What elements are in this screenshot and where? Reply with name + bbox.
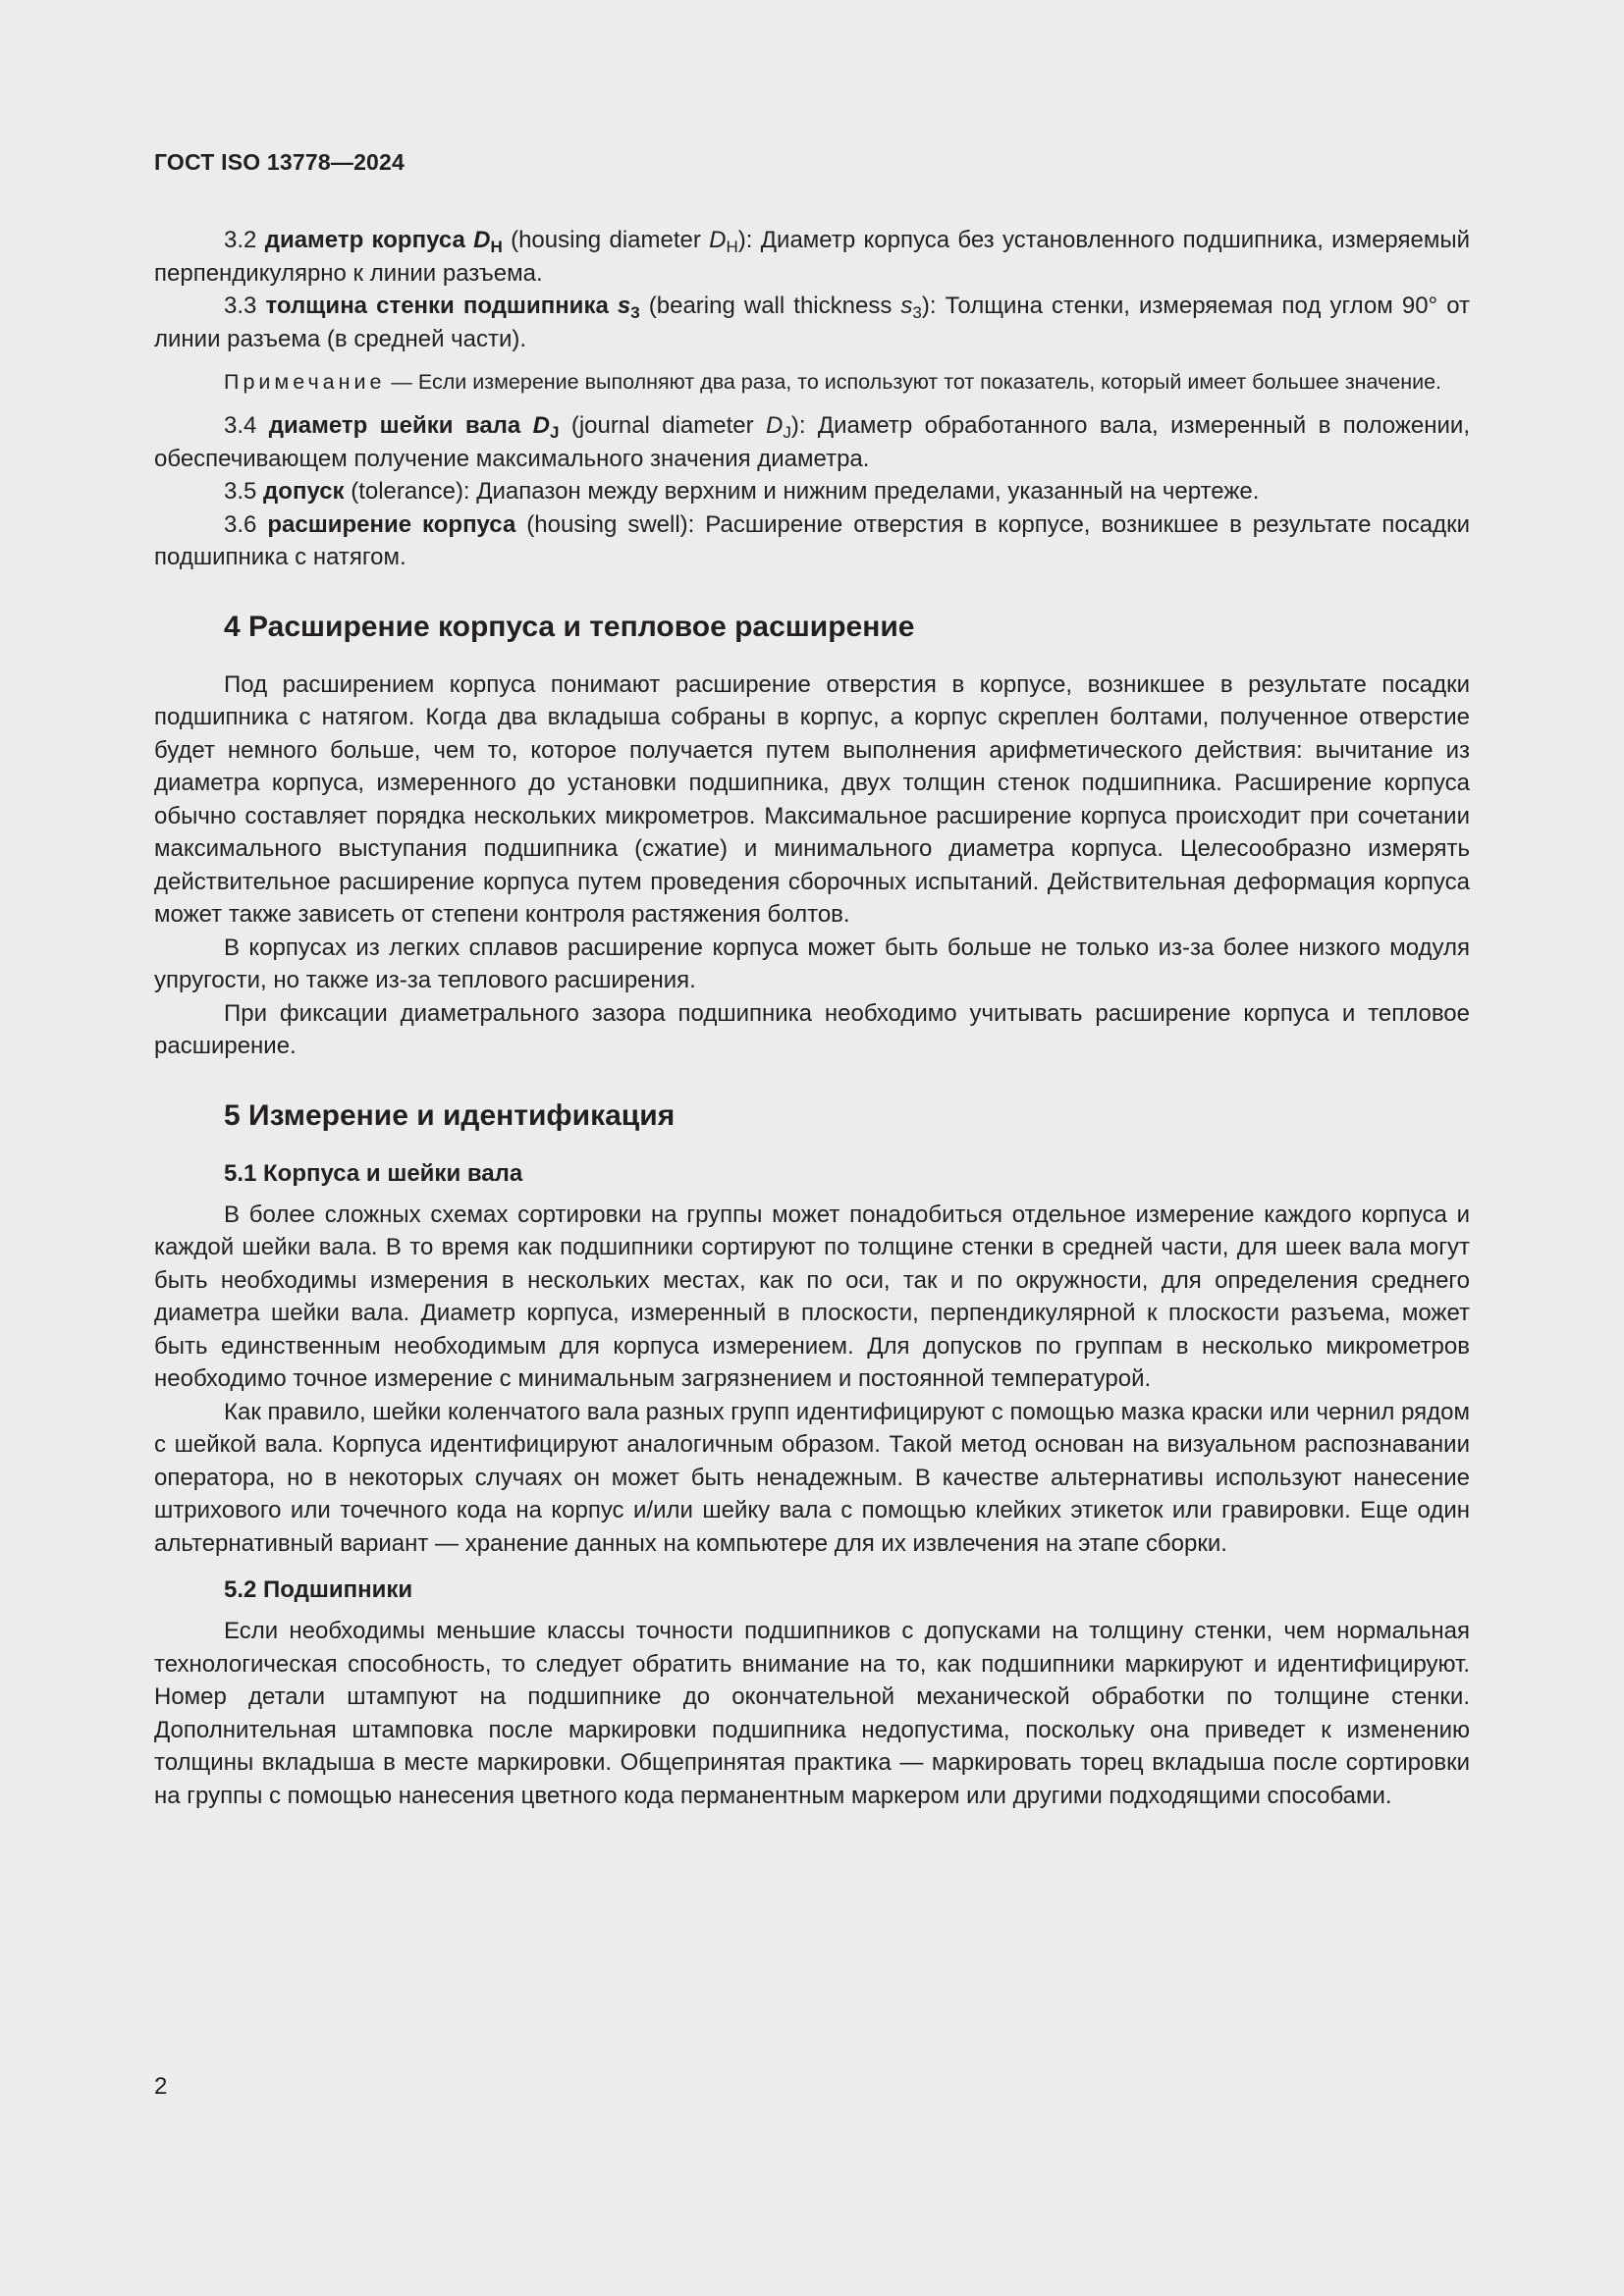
paragraph: В корпусах из легких сплавов расширение корпуса может быть больше не только из-за более низкого модуля упругости, но также из-за теплового расширения.	[154, 934, 1470, 993]
paragraph: Под расширением корпуса понимают расширение отверстия в корпусе, возникшее в результате посадки подшипника с натягом. Когда два вкладыша собраны в корпус, а корпус скреплен болтами, полученное отверстие будет немного больше, чем то, которое получается путем выполнения арифметического действия: вычитание из диаметра корпуса, измеренного до установки подшипника, двух толщин стенок подшипника. Расширение корпуса обычно составляет порядка нескольких микрометров. Максимальное расширение корпуса происходит при сочетании максимального выступания подшипника (сжатие) и минимального диаметра корпуса. Целесообразно измерять действительное расширение корпуса путем проведения сборочных испытаний. Действительная деформация корпуса может также зависеть от степени контроля растяжения болтов.	[154, 670, 1470, 928]
document-body	[154, 224, 1470, 1812]
term: допуск	[263, 478, 345, 505]
definition-3-6: 3.6 расширение корпуса (housing swell): Расширение отверстия в корпусе, возникшее в результате посадки подшипника с натягом.	[154, 510, 1471, 570]
page-number: 2	[154, 2073, 168, 2100]
document-page	[154, 0, 1470, 2296]
definition-3-4: 3.4 диаметр шейки вала $D_J$ (journal diameter $D_J$): Диаметр обработанного вала, измеренный в положении, обеспечивающем получение максимального значения диаметра.	[154, 412, 1470, 472]
section-4-heading: 4 Расширение корпуса и тепловое расширение	[224, 610, 915, 643]
definition-3-3: 3.3 толщина стенки подшипника $s_3$ (bearing wall thickness $s_3$): Толщина стенки, измеряемая под углом 90° от линии разъема (в средней части).	[154, 293, 1471, 352]
subsection-5-1-heading: 5.1 Корпуса и шейки вала	[224, 1159, 523, 1187]
section-5-heading: 5 Измерение и идентификация	[224, 1098, 676, 1132]
note: Примечание — Если измерение выполняют два раза, то используют тот показатель, который имеет большее значение.	[224, 370, 1442, 394]
paragraph: В более сложных схемах сортировки на группы может понадобиться отдельное измерение каждого корпуса и каждой шейки вала. В то время как подшипники сортируют по толщине стенки в средней части, для шеек вала могут быть необходимы измерения в нескольких местах, как по оси, так и по окружности, для определения среднего диаметра шейки вала. Диаметр корпуса, измеренный в плоскости, перпендикулярной к плоскости разъема, может быть единственным необходимым для корпуса измерением. Для допусков по группам в несколько микрометров необходимо точное измерение с минимальным загрязнением и постоянной температурой.	[154, 1201, 1470, 1392]
term: диаметр шейки вала	[268, 412, 521, 439]
term: расширение корпуса	[267, 510, 516, 538]
definition-3-2: 3.2 диаметр корпуса $D_H$ (housing diameter $D_H$): Диаметр корпуса без установленного подшипника, измеряемый перпендикулярно к линии разъема.	[154, 227, 1471, 287]
definition-3-5: 3.5 допуск (tolerance): Диапазон между верхним и нижним пределами, указанный на чертеже.	[224, 478, 1260, 505]
paragraph: Если необходимы меньшие классы точности подшипников с допусками на толщину стенки, чем нормальная технологическая способность, то следует обратить внимание на то, как подшипники маркируют и идентифицируют. Номер детали штампуют на подшипнике до окончательной механической обработки по толщине стенки. Дополнительная штамповка после маркировки подшипника недопустима, поскольку она приведет к изменению толщины вкладыша в месте маркировки. Общепринятая практика — маркировать торец вкладыша после сортировки на группы с помощью нанесения цветного кода перманентным маркером или другими подходящими способами.	[154, 1618, 1470, 1809]
document-header: ГОСТ ISO 13778—2024	[154, 149, 406, 175]
paragraph: Как правило, шейки коленчатого вала разных групп идентифицируют с помощью мазка краски или чернил рядом с шейкой вала. Корпуса идентифицируют аналогичным образом. Такой метод основан на визуальном распознавании оператора, но в некоторых случаях он может быть ненадежным. В качестве альтернативы используют нанесение штрихового или точечного кода на корпус и/или шейку вала с помощью клейких этикеток или гравировки. Еще один альтернативный вариант — хранение данных на компьютере для их извлечения на этапе сборки.	[154, 1398, 1470, 1557]
paragraph: При фиксации диаметрального зазора подшипника необходимо учитывать расширение корпуса и тепловое расширение.	[154, 999, 1470, 1059]
term: толщина стенки подшипника	[265, 293, 609, 319]
term: диаметр корпуса	[264, 227, 465, 253]
subsection-5-2-heading: 5.2 Подшипники	[224, 1576, 413, 1603]
note-label: Примечание	[224, 370, 386, 394]
